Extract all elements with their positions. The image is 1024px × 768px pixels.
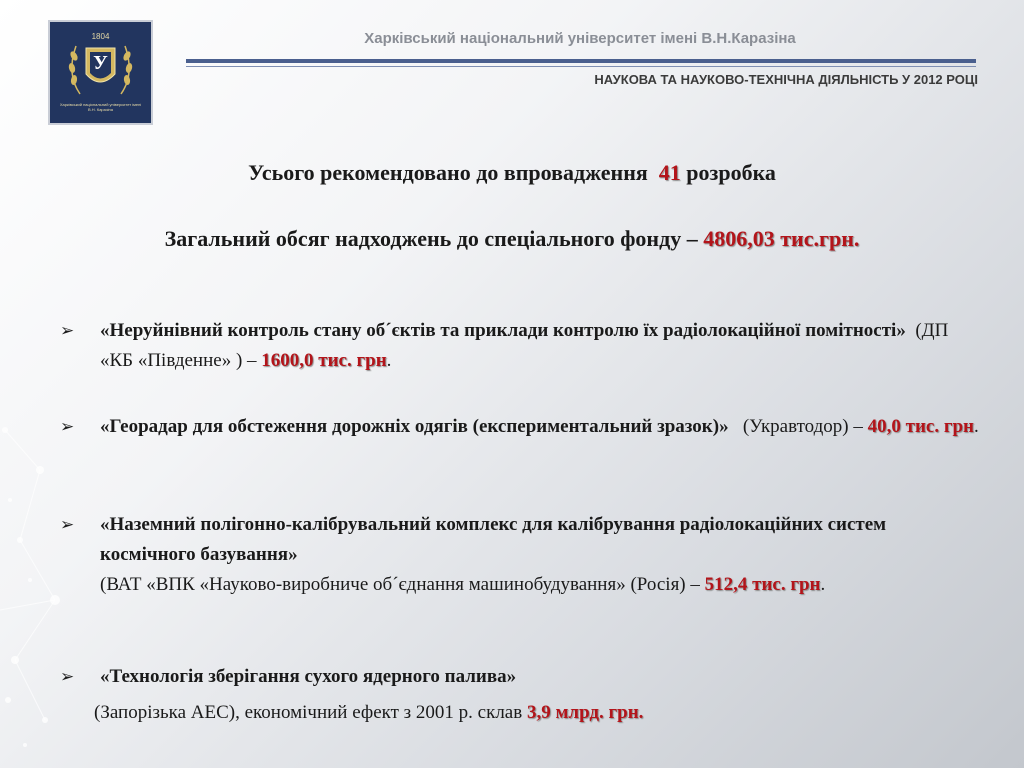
list-item <box>60 316 980 376</box>
header-divider <box>186 59 976 63</box>
item-organization: (ВАТ «ВПК «Науково-виробниче об´єднання машинобудування» (Росія) – <box>100 574 700 595</box>
item-amount: 512,4 тис. грн <box>704 574 821 595</box>
item-amount: 1600,0 тис. грн <box>261 350 387 371</box>
university-logo <box>48 20 153 125</box>
university-name: Харківський національний університет імені В.Н.Каразіна <box>364 30 796 47</box>
header-divider-thin <box>186 66 976 67</box>
item-end: . <box>386 350 392 371</box>
section-title: НАУКОВА ТА НАУКОВО-ТЕХНІЧНА ДІЯЛЬНІСТЬ У 2012 РОЦІ <box>594 72 978 87</box>
item-end: . <box>820 574 826 595</box>
item-title: «Неруйнівний контроль стану об´єктів та приклади контролю їх радіолокаційної помітності» <box>100 320 906 341</box>
arrow-bullet-icon: ➢ <box>60 321 75 341</box>
item-title: «Технологія зберігання сухого ядерного палива» <box>100 666 517 687</box>
list-item <box>60 662 980 692</box>
summary-recommended-prefix: Усього рекомендовано до впровадження <box>248 160 648 185</box>
list-item <box>60 510 980 600</box>
item-organization: (ДП «КБ «Південне» ) – <box>100 320 949 371</box>
item-end: . <box>973 416 979 437</box>
summary-fund-amount: 4806,03 тис.грн. <box>703 226 860 251</box>
summary-fund <box>0 226 1024 252</box>
item-details <box>100 570 980 600</box>
arrow-bullet-icon: ➢ <box>60 515 75 535</box>
item-amount: 3,9 млрд. грн. <box>526 702 644 723</box>
item-title: «Георадар для обстеження дорожніх одягів (експериментальний зразок)» <box>100 416 729 437</box>
summary-recommended-suffix: розробка <box>686 160 776 185</box>
item-details <box>94 698 1014 728</box>
item-organization: (Укравтодор) – <box>742 416 863 437</box>
logo-year: 1804 <box>91 32 110 41</box>
summary-recommended <box>0 160 1024 186</box>
arrow-bullet-icon: ➢ <box>60 667 75 687</box>
summary-recommended-number: 41 <box>658 160 681 185</box>
list-item <box>60 412 980 442</box>
logo-letter: У <box>93 52 108 74</box>
item-title: «Наземний полігонно-калібрувальний комплекс для калібрування радіолокаційних систем космічного базування» <box>100 514 887 565</box>
logo-caption: Харківський національний університет імені В.Н. Каразіна <box>59 102 142 112</box>
item-amount: 40,0 тис. грн <box>867 416 974 437</box>
arrow-bullet-icon: ➢ <box>60 417 75 437</box>
item-organization: (Запорізька АЕС), економічний ефект з 2001 р. склав <box>94 702 523 723</box>
summary-fund-prefix: Загальний обсяг надходжень до спеціального фонду – <box>164 226 698 251</box>
